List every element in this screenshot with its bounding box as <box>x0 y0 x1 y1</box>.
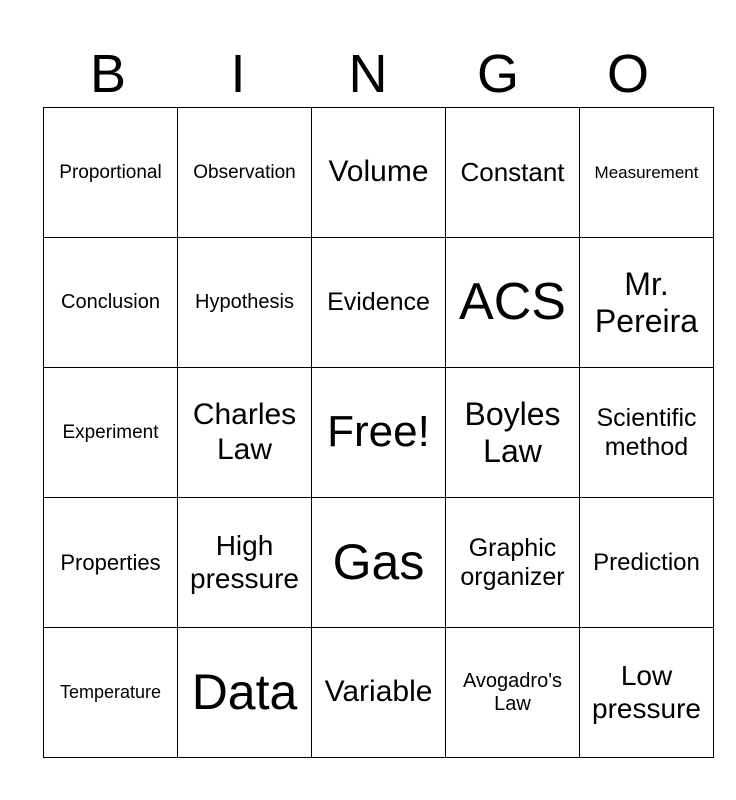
bingo-cell[interactable]: Avogadro's Law <box>446 628 580 758</box>
bingo-cell[interactable]: Gas <box>312 498 446 628</box>
bingo-cell[interactable]: Temperature <box>44 628 178 758</box>
bingo-cell[interactable]: Boyles Law <box>446 368 580 498</box>
bingo-cell[interactable]: Measurement <box>580 108 714 238</box>
bingo-header <box>43 42 693 106</box>
header-letter: N <box>348 44 388 104</box>
bingo-cell[interactable]: Observation <box>178 108 312 238</box>
grid-row <box>44 368 714 498</box>
bingo-grid <box>43 107 714 758</box>
bingo-cell[interactable]: Scientific method <box>580 368 714 498</box>
bingo-cell[interactable]: Mr. Pereira <box>580 238 714 368</box>
header-letter: O <box>606 44 649 104</box>
grid-row <box>44 628 714 758</box>
bingo-cell[interactable]: Low pressure <box>580 628 714 758</box>
grid-row <box>44 108 714 238</box>
bingo-cell[interactable]: Free! <box>312 368 446 498</box>
bingo-cell[interactable]: High pressure <box>178 498 312 628</box>
grid-row <box>44 498 714 628</box>
bingo-cell[interactable]: Properties <box>44 498 178 628</box>
bingo-cell[interactable]: Data <box>178 628 312 758</box>
bingo-cell[interactable]: Variable <box>312 628 446 758</box>
grid-row <box>44 238 714 368</box>
bingo-cell[interactable]: Experiment <box>44 368 178 498</box>
bingo-cell[interactable]: Hypothesis <box>178 238 312 368</box>
bingo-cell[interactable]: Evidence <box>312 238 446 368</box>
bingo-cell[interactable]: Proportional <box>44 108 178 238</box>
bingo-cell[interactable]: Graphic organizer <box>446 498 580 628</box>
bingo-cell[interactable]: Volume <box>312 108 446 238</box>
bingo-cell[interactable]: Constant <box>446 108 580 238</box>
header-letter: G <box>476 44 519 104</box>
header-letter: B <box>89 44 127 104</box>
bingo-cell[interactable]: Prediction <box>580 498 714 628</box>
bingo-cell[interactable]: Charles Law <box>178 368 312 498</box>
header-letter: I <box>230 44 246 104</box>
bingo-cell[interactable]: Conclusion <box>44 238 178 368</box>
bingo-cell[interactable]: ACS <box>446 238 580 368</box>
